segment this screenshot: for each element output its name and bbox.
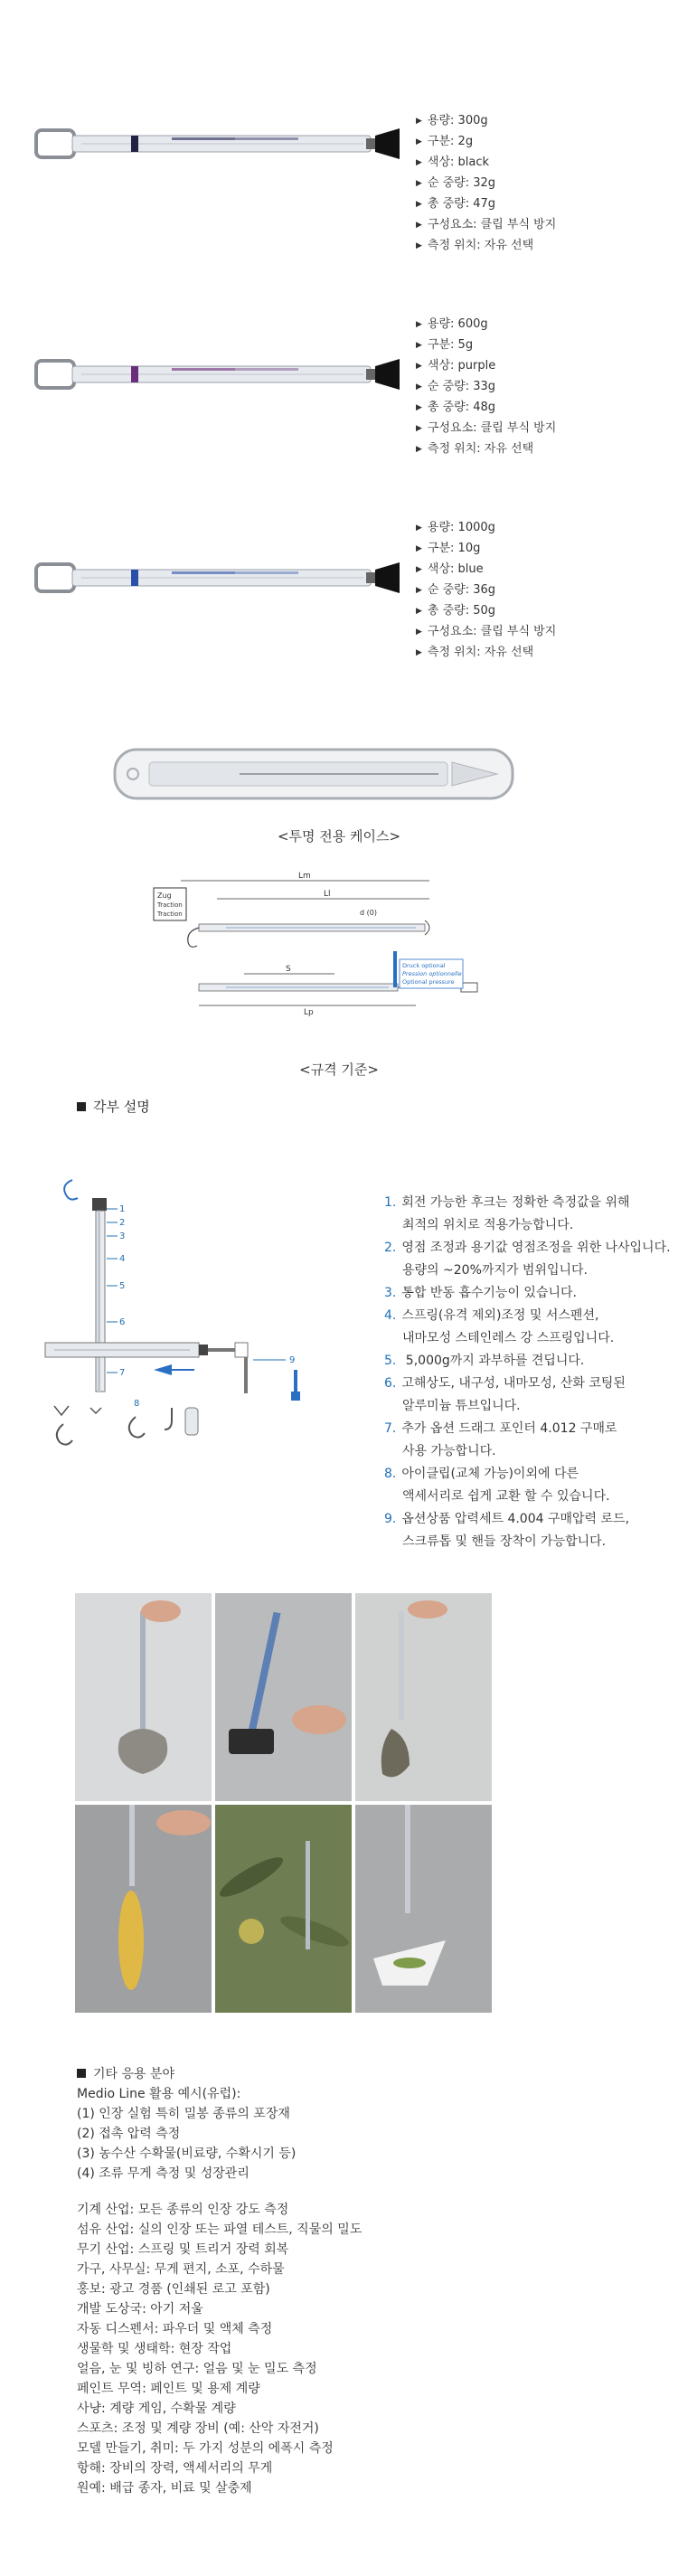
part-number-label: 5	[119, 1281, 126, 1291]
part-description: 5. 5,000g까지 과부하를 견딥니다.	[384, 1354, 585, 1368]
part-number-label: 2	[119, 1218, 126, 1228]
label-traction-en: Traction	[157, 911, 183, 918]
spring-scale-purple-image	[27, 339, 407, 411]
spec-item: ▶ 구성요소: 클립 부식 방지	[416, 419, 556, 439]
spec-item: ▶ 구성요소: 클립 부식 방지	[416, 622, 556, 643]
part-number-label: 8	[134, 1399, 140, 1409]
application-item: 무기 산업: 스프링 및 트리거 장력 회복	[77, 2242, 289, 2257]
spec-item: ▶ 측정 위치: 자유 선택	[416, 439, 556, 460]
part-description: 8. 아이클립(교체 가능)이외에 다른 액세서리로 쉽게 교환 할 수 있습니다.	[384, 1467, 610, 1504]
square-bullet-icon	[77, 2069, 86, 2078]
application-item: 기계 산업: 모든 종류의 인장 강도 측정	[77, 2203, 289, 2217]
photo-olive-branch	[215, 1805, 352, 2013]
part-description: 6. 고해상도, 내구성, 내마모성, 산화 코팅된 알루미늄 튜브입니다.	[384, 1376, 626, 1413]
label-druck: Druck optional	[402, 962, 446, 969]
part-number-label: 9	[289, 1355, 296, 1365]
application-item: 가구, 사무실: 무게 편지, 소포, 수하물	[77, 2262, 285, 2277]
spring-scale-black-image	[27, 109, 407, 181]
parts-description-list	[384, 1192, 671, 1553]
label-d: d (0)	[360, 909, 377, 917]
spec-item: ▶ 측정 위치: 자유 선택	[416, 643, 556, 664]
parts-diagram	[36, 1171, 371, 1478]
spec-item: ▶ 색상: blue	[416, 560, 556, 580]
application-item: 원예: 배급 종자, 비료 및 살충제	[77, 2481, 252, 2496]
transparent-case-image	[113, 746, 520, 805]
spring-scale-blue-image	[27, 543, 407, 615]
spec-item: ▶ 용량: 300g	[416, 111, 556, 132]
photo-fish-weighing	[355, 1593, 492, 1801]
applications-intro-line: (2) 접촉 압력 측정	[77, 2127, 181, 2141]
label-ll: Ll	[324, 890, 331, 899]
spec-item: ▶ 순 중량: 36g	[416, 580, 556, 601]
square-bullet-icon	[77, 1102, 86, 1111]
spec-item: ▶ 측정 위치: 자유 선택	[416, 236, 556, 257]
label-s: S	[286, 965, 291, 974]
part-number-label: 4	[119, 1254, 126, 1264]
dimension-diagram	[136, 870, 515, 1037]
label-optional-pressure: Optional pressure	[402, 978, 455, 986]
applications-intro-line: (3) 농수산 수확물(비료량, 수확시기 등)	[77, 2147, 297, 2161]
part-number-label: 6	[119, 1317, 126, 1327]
label-pression: Pression optionnelle	[402, 970, 462, 977]
case-caption: <투명 전용 케이스>	[277, 828, 401, 845]
part-description: 2. 영점 조정과 용기값 영점조정을 위한 나사입니다. 용량의 ~20%까지가 범위입니다.	[384, 1241, 671, 1278]
spec-item: ▶ 구분: 5g	[416, 335, 556, 356]
label-traction-fr: Traction	[157, 901, 183, 909]
applications-intro-line: Medio Line 활용 예시(유럽):	[77, 2087, 241, 2101]
application-item: 개발 도상국: 아기 저울	[77, 2302, 203, 2317]
spec-item: ▶ 용량: 600g	[416, 315, 556, 335]
label-zug: Zug	[157, 892, 172, 900]
spec-list-1000g	[416, 518, 556, 664]
spec-item: ▶ 색상: purple	[416, 356, 556, 377]
application-item: 스포츠: 조정 및 계량 장비 (예: 산악 자전거)	[77, 2421, 319, 2436]
part-description: 9. 옵션상품 압력세트 4.004 구매압력 로드, 스크류톱 및 핸들 장착이 가능합니다.	[384, 1512, 630, 1549]
spec-list-300g	[416, 111, 556, 257]
part-description: 1. 회전 가능한 후크는 정확한 측정값을 위해 최적의 위치로 적용가능합니다.	[384, 1195, 630, 1232]
usage-photo-grid	[75, 1593, 491, 2013]
part-number-label: 7	[119, 1368, 126, 1378]
spec-item: ▶ 구성요소: 클립 부식 방지	[416, 215, 556, 236]
application-item: 모델 만들기, 취미: 두 가지 성분의 에폭시 측정	[77, 2441, 334, 2456]
applications-heading: 기타 응용 분야	[77, 2064, 362, 2084]
spec-item: ▶ 색상: black	[416, 153, 556, 174]
application-item: 생물학 및 생태학: 현장 작업	[77, 2342, 232, 2356]
part-description: 4. 스프링(유격 제외)조정 및 서스펜션, 내마모성 스테인레스 강 스프링입니다.	[384, 1308, 615, 1345]
application-item: 항해: 장비의 장력, 액세서리의 무게	[77, 2461, 273, 2476]
spec-item: ▶ 총 중량: 50g	[416, 601, 556, 622]
spec-item: ▶ 순 중량: 33g	[416, 377, 556, 398]
application-item: 페인트 무역: 페인트 및 용제 계량	[77, 2382, 260, 2396]
spec-caption: <규격 기준>	[299, 1062, 379, 1078]
spec-item: ▶ 순 중량: 32g	[416, 174, 556, 194]
photo-corn-weighing	[75, 1805, 212, 2013]
spec-item: ▶ 용량: 1000g	[416, 518, 556, 539]
label-lp: Lp	[304, 1008, 314, 1017]
applications-section	[77, 2064, 362, 2498]
part-number-label: 3	[119, 1231, 126, 1241]
applications-intro-line: (4) 조류 무게 측정 및 성장관리	[77, 2166, 250, 2181]
spec-list-600g	[416, 315, 556, 460]
applications-intro-line: (1) 인장 실험 특히 밀봉 종류의 포장재	[77, 2107, 290, 2121]
label-lm: Lm	[298, 872, 311, 881]
photo-bag-weighing	[75, 1593, 212, 1801]
part-number-label: 1	[119, 1204, 126, 1214]
part-description: 3. 통합 반동 흡수기능이 있습니다.	[384, 1286, 577, 1300]
application-item: 섬유 산업: 실의 인장 또는 파열 테스트, 직물의 밀도	[77, 2222, 363, 2237]
photo-phone-button-test	[215, 1593, 352, 1801]
spec-item: ▶ 총 중량: 48g	[416, 398, 556, 419]
parts-heading: 각부 설명	[77, 1097, 150, 1116]
spec-item: ▶ 총 중량: 47g	[416, 194, 556, 215]
application-item: 홍보: 광고 경품 (인쇄된 로고 포함)	[77, 2282, 270, 2297]
part-description: 7. 추가 옵션 드래그 포인터 4.012 구매로 사용 가능합니다.	[384, 1421, 617, 1458]
spec-item: ▶ 구분: 2g	[416, 132, 556, 153]
application-item: 자동 디스펜서: 파우더 및 액체 측정	[77, 2322, 273, 2336]
application-item: 얼음, 눈 및 빙하 연구: 얼음 및 눈 밀도 측정	[77, 2362, 317, 2376]
photo-paper-sample	[355, 1805, 492, 2013]
application-item: 사냥: 계량 게임, 수확물 계량	[77, 2401, 236, 2416]
spec-item: ▶ 구분: 10g	[416, 539, 556, 560]
